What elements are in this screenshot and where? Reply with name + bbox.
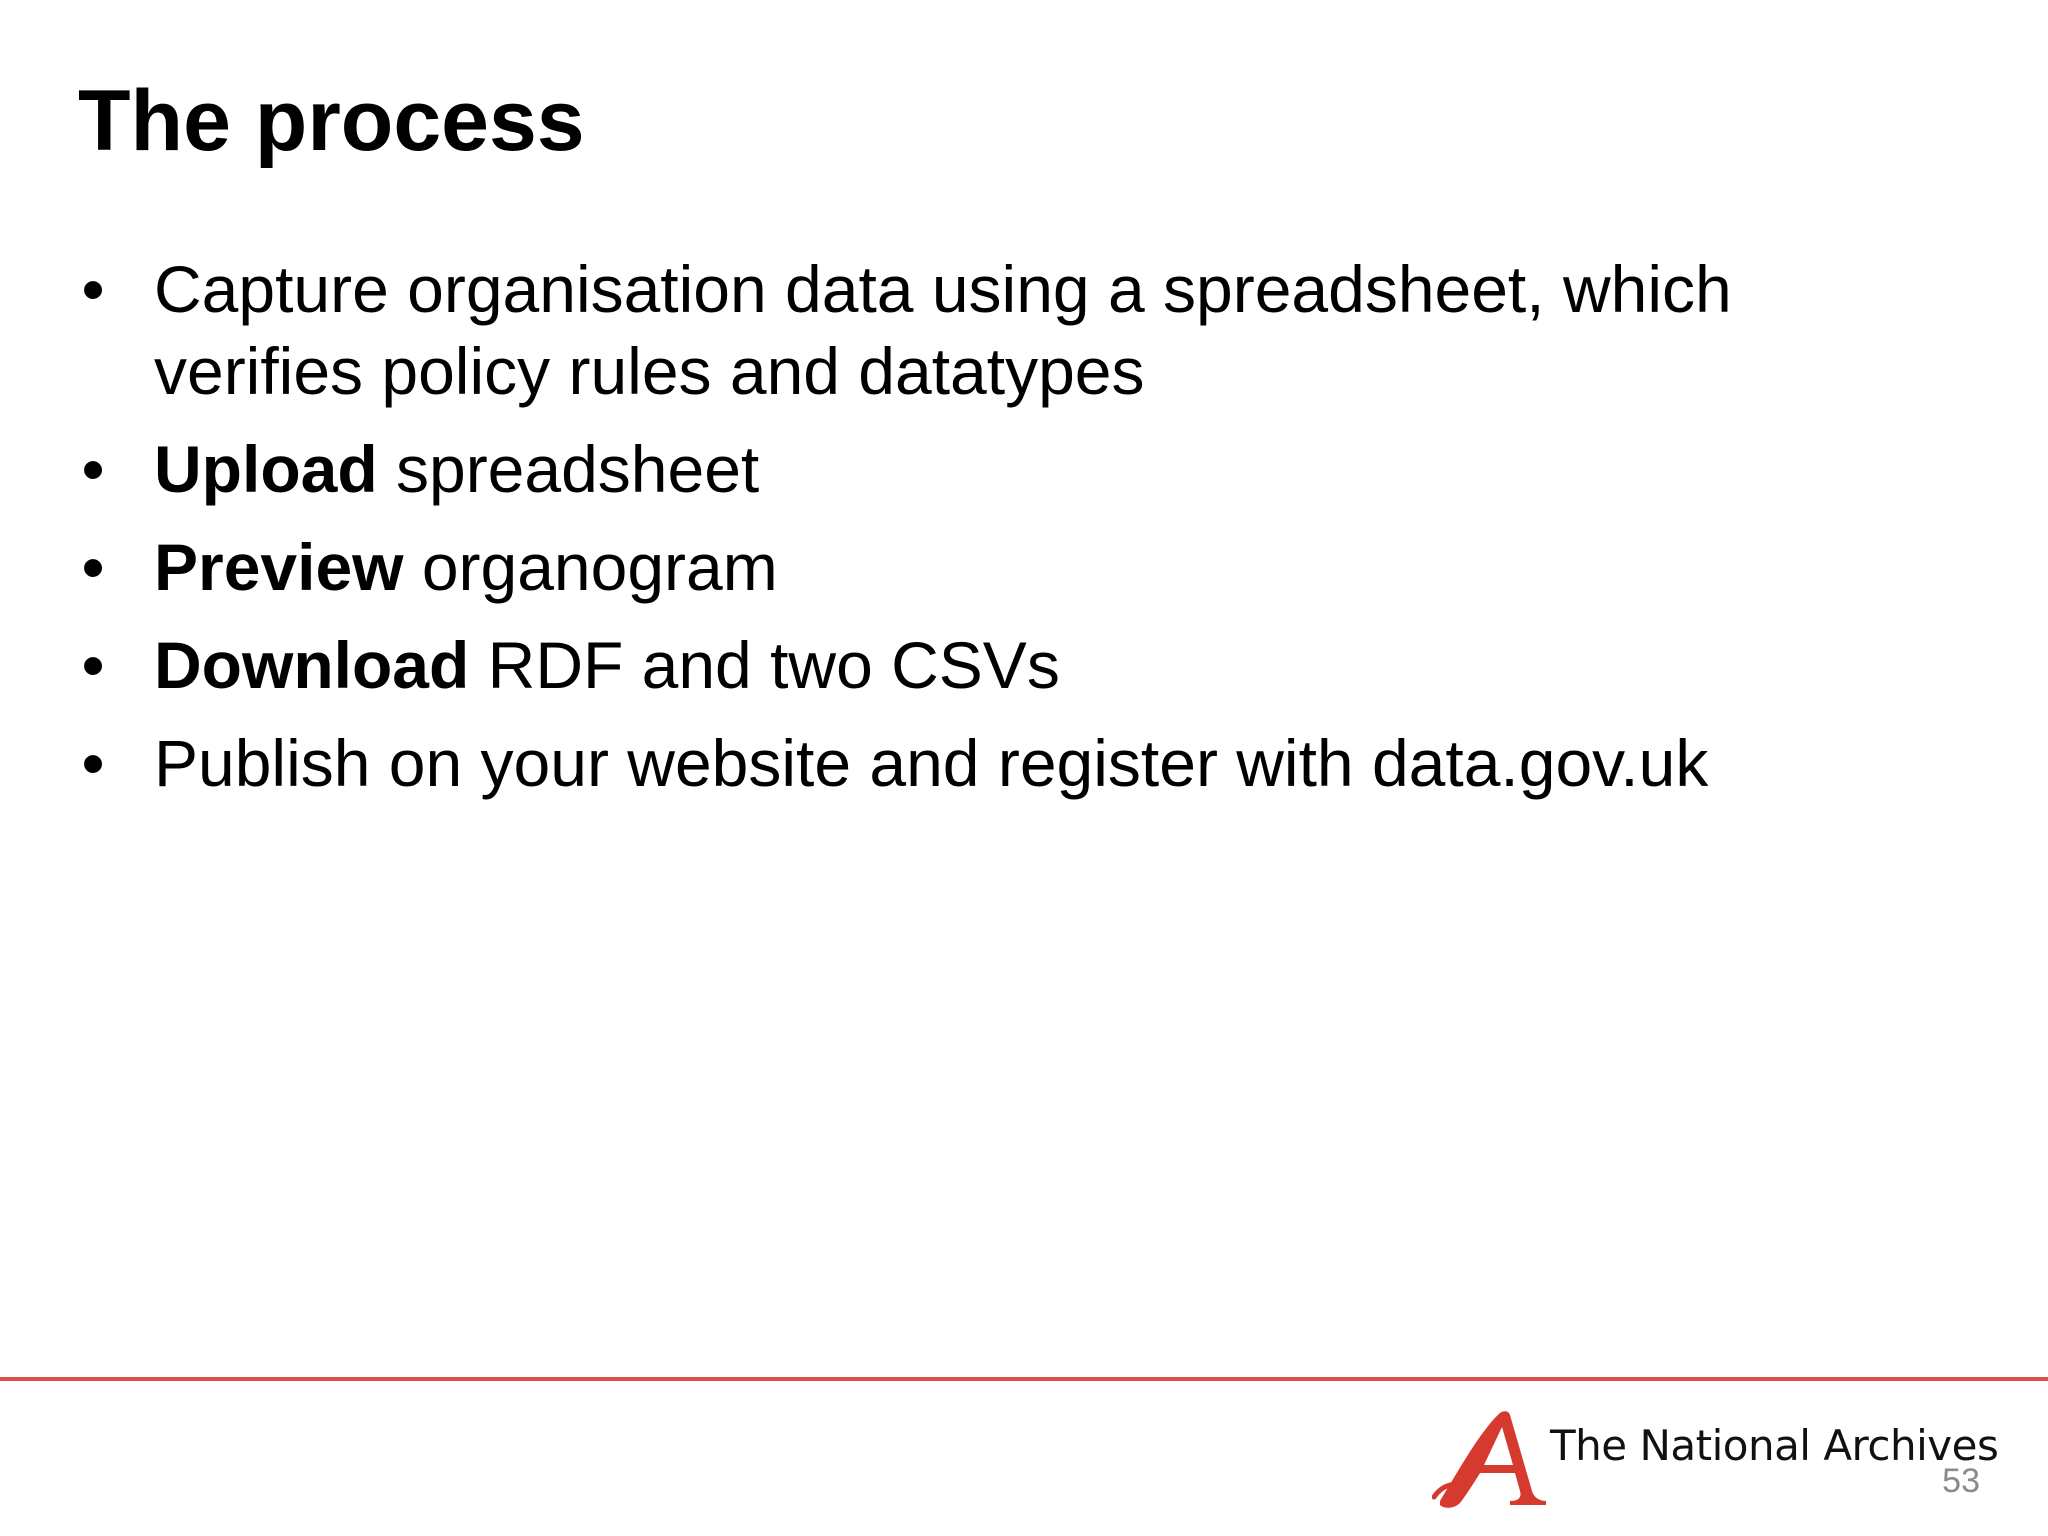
- footer-divider: [0, 1377, 2048, 1381]
- bullet-text: RDF and two CSVs: [469, 628, 1060, 702]
- bullet-item: [78, 624, 1958, 706]
- bullet-list: [78, 248, 1958, 820]
- bullet-bold-term: Upload: [154, 432, 378, 506]
- bullet-icon: •: [81, 530, 105, 604]
- national-archives-a-logo-icon: [1432, 1405, 1548, 1515]
- bullet-icon: •: [81, 628, 105, 702]
- slide-title: The process: [78, 73, 585, 169]
- national-archives-logo: [1432, 1405, 1999, 1515]
- bullet-text: organogram: [403, 530, 778, 604]
- bullet-item: [78, 526, 1958, 608]
- bullet-item: [78, 428, 1958, 510]
- logo-text: The National Archives: [1550, 1421, 1999, 1470]
- bullet-bold-term: Preview: [154, 530, 404, 604]
- bullet-bold-term: Download: [154, 628, 470, 702]
- bullet-text: spreadsheet: [377, 432, 760, 506]
- bullet-icon: •: [81, 726, 105, 800]
- bullet-icon: •: [81, 252, 105, 326]
- bullet-item: [78, 248, 1958, 412]
- bullet-icon: •: [81, 432, 105, 506]
- bullet-item: [78, 722, 1958, 804]
- page-number: 53: [1942, 1462, 1980, 1500]
- bullet-text: Capture organisation data using a spreadsheet, which verifies policy rules and datatypes: [154, 252, 1732, 408]
- bullet-text: Publish on your website and register with data.gov.uk: [154, 726, 1709, 800]
